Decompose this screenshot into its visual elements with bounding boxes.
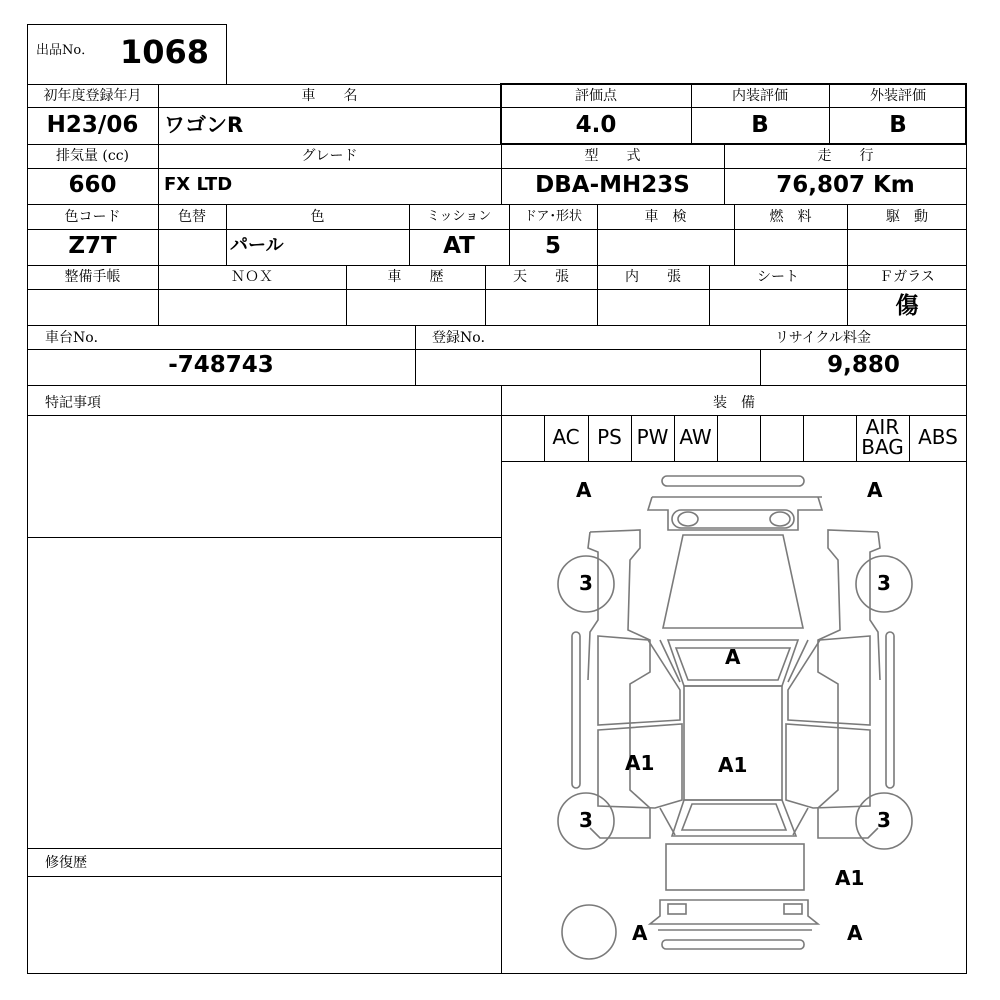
label-maintenance: 整備手帳 (64, 269, 121, 285)
equip-ac: AC (552, 425, 580, 449)
label-f-glass: Ｆガラス (879, 269, 935, 285)
label-reg-date: 初年度登録年月 (43, 88, 142, 104)
label-color-change: 色替 (178, 209, 206, 225)
mark-roof: A1 (718, 753, 748, 777)
label-recycle: リサイクル料金 (775, 330, 872, 346)
value-chassis: -748743 (168, 352, 274, 378)
label-repair-history: 修復歴 (45, 855, 87, 871)
rear-bumper-shape (650, 900, 818, 949)
mark-tire-rear-right: 3 (877, 808, 891, 832)
label-exterior: 外装評価 (870, 88, 926, 104)
label-interior: 内装評価 (732, 88, 788, 104)
label-displacement: 排気量 (cc) (55, 148, 130, 164)
equip-pw: PW (636, 425, 669, 449)
equip-ps: PS (597, 425, 622, 449)
lot-number-value: 1068 (120, 33, 210, 71)
label-fuel: 燃 料 (769, 209, 812, 225)
mark-left-door: A1 (625, 751, 655, 775)
label-mileage: 走 行 (817, 148, 874, 164)
value-f-glass: 傷 (895, 292, 919, 319)
lot-number-label: 出品No． (36, 43, 95, 58)
value-reg-date: H23/06 (46, 112, 139, 138)
equip-aw: AW (679, 425, 712, 449)
car-diagram (501, 462, 967, 974)
label-color-code: 色コード (64, 209, 121, 225)
mark-front-left-bumper: A (576, 478, 592, 502)
equip-airbag: AIR BAG (861, 415, 904, 459)
label-nox: ＮＯＸ (231, 269, 273, 285)
label-inspection: 車 検 (644, 209, 687, 225)
label-score: 評価点 (575, 88, 617, 104)
mark-tire-front-left: 3 (579, 571, 593, 595)
label-chassis: 車台No． (45, 330, 108, 346)
spare-tire-circle (562, 905, 616, 959)
value-recycle-fee: 9,880 (827, 352, 900, 378)
value-grade: FX LTD (164, 174, 233, 195)
equip-blank-0 (501, 415, 544, 461)
label-doors: ドア･形状 (523, 209, 583, 224)
label-registration: 登録No． (432, 330, 495, 346)
front-bumper-shape (648, 476, 822, 530)
label-transmission: ミッション (426, 209, 492, 224)
value-color-code: Z7T (68, 233, 117, 259)
mark-rear-right-bumper: A (847, 921, 863, 945)
label-car-name: 車 名 (301, 88, 358, 104)
value-interior: B (751, 112, 769, 138)
label-model: 型 式 (584, 148, 641, 164)
label-special-notes: 特記事項 (45, 395, 101, 411)
label-equipment: 装 備 (713, 395, 755, 411)
value-color: パール (230, 235, 284, 256)
label-color: 色 (310, 209, 325, 225)
mark-hood: A (725, 645, 741, 669)
label-headliner: 天 張 (513, 269, 569, 285)
value-doors: 5 (544, 233, 561, 259)
mark-front-right-bumper: A (867, 478, 883, 502)
equip-abs: ABS (918, 425, 958, 449)
value-transmission: AT (443, 233, 475, 259)
mark-tire-front-right: 3 (877, 571, 891, 595)
mark-rear-right: A1 (835, 866, 865, 890)
rear-hatch-shape (666, 844, 804, 890)
label-seat: シート (757, 269, 799, 285)
value-car-name: ワゴンR (164, 113, 244, 137)
label-grade: グレード (301, 148, 358, 164)
lot-number-box (27, 24, 227, 85)
value-displacement: 660 (68, 172, 117, 198)
label-drive: 駆 動 (886, 209, 928, 225)
value-exterior: B (889, 112, 907, 138)
mark-rear-left-bumper: A (632, 921, 648, 945)
mark-tire-rear-left: 3 (579, 808, 593, 832)
value-model: DBA-MH23S (535, 172, 690, 198)
label-history: 車 歴 (387, 269, 444, 285)
label-interior-trim: 内 張 (625, 269, 681, 285)
value-score: 4.0 (575, 112, 617, 138)
value-mileage: 76,807 Km (776, 172, 915, 198)
